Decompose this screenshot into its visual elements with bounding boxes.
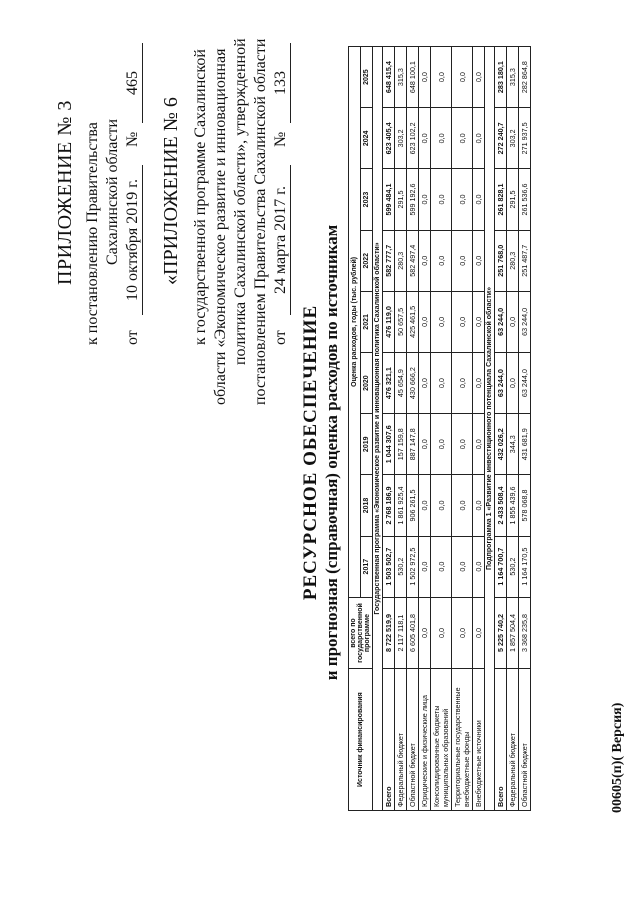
appendix-number-label: № — [124, 131, 141, 147]
value-cell: 906 261,5 — [407, 475, 419, 536]
source-cell: Юридические и физические лица — [419, 669, 431, 811]
value-cell: 530,2 — [395, 536, 407, 597]
annex-line-1: к государственной программе Сахалинской — [192, 49, 209, 345]
appendix-from-label: от — [124, 330, 141, 345]
value-cell: 0,0 — [419, 108, 431, 169]
value-cell: 1 861 925,4 — [395, 475, 407, 536]
section-row — [373, 47, 383, 811]
header-group: Оценка расходов, годы (тыс. рублей) — [349, 47, 361, 598]
value-cell: 0,0 — [431, 47, 452, 108]
value-cell: 272 240,7 — [495, 108, 507, 169]
value-cell: 0,0 — [473, 108, 485, 169]
value-cell: 0,0 — [419, 230, 431, 291]
table-row — [431, 47, 452, 811]
value-cell: 425 461,5 — [407, 291, 419, 352]
value-cell: 0,0 — [473, 169, 485, 230]
value-cell: 0,0 — [431, 230, 452, 291]
appendix-line-region: Сахалинской области — [104, 118, 121, 265]
section-row — [485, 47, 495, 811]
source-cell: Всего — [495, 669, 507, 811]
value-cell: 0,0 — [507, 352, 519, 413]
value-cell: 0,0 — [452, 291, 473, 352]
value-cell: 0,0 — [419, 597, 431, 669]
annex-date: 24 марта 2017 г. — [272, 165, 291, 315]
value-cell: 0,0 — [419, 536, 431, 597]
value-cell: 599 192,6 — [407, 169, 419, 230]
document-title: РЕСУРСНОЕ ОБЕСПЕЧЕНИЕ — [300, 304, 321, 601]
value-cell: 0,0 — [431, 475, 452, 536]
value-cell: 0,0 — [452, 597, 473, 669]
value-cell: 63 244,0 — [495, 352, 507, 413]
source-cell: Федеральный бюджет — [507, 669, 519, 811]
value-cell: 0,0 — [473, 352, 485, 413]
source-cell: Территориальные государственные внебюджетные фонды — [452, 669, 473, 811]
value-cell: 648 100,1 — [407, 47, 419, 108]
value-cell: 303,2 — [507, 108, 519, 169]
value-cell: 0,0 — [473, 414, 485, 475]
value-cell: 430 666,2 — [407, 352, 419, 413]
value-cell: 315,3 — [507, 47, 519, 108]
value-cell: 582 777,7 — [383, 230, 395, 291]
value-cell: 303,2 — [395, 108, 407, 169]
value-cell: 0,0 — [473, 536, 485, 597]
header-total: всего по государственной программе — [349, 597, 373, 669]
value-cell: 0,0 — [431, 169, 452, 230]
value-cell: 6 605 401,8 — [407, 597, 419, 669]
source-cell: Внебюджетные источники — [473, 669, 485, 811]
value-cell: 0,0 — [431, 536, 452, 597]
table-row — [383, 47, 395, 811]
value-cell: 648 415,4 — [383, 47, 395, 108]
value-cell: 280,3 — [507, 230, 519, 291]
value-cell: 1 044 307,6 — [383, 414, 395, 475]
value-cell: 0,0 — [452, 536, 473, 597]
value-cell: 0,0 — [431, 291, 452, 352]
value-cell: 0,0 — [452, 414, 473, 475]
header-year: 2019 — [361, 414, 373, 475]
annex-line-3: политика Сахалинской области», утвержденной — [232, 38, 249, 365]
document-subtitle: и прогнозная (справочная) оценка расходов по источникам — [322, 224, 341, 681]
value-cell: 0,0 — [419, 47, 431, 108]
annex-from-label: от — [272, 330, 289, 345]
value-cell: 0,0 — [507, 291, 519, 352]
value-cell: 315,3 — [395, 47, 407, 108]
value-cell: 8 722 519,9 — [383, 597, 395, 669]
appendix-title: ПРИЛОЖЕНИЕ № 3 — [54, 100, 76, 285]
source-cell: Областной бюджет — [407, 669, 419, 811]
table-row — [507, 47, 519, 811]
footer-code: 00605(п)( Версия) — [610, 702, 625, 813]
value-cell: 157 159,8 — [395, 414, 407, 475]
value-cell: 45 654,9 — [395, 352, 407, 413]
value-cell: 623 102,2 — [407, 108, 419, 169]
value-cell: 1 857 504,4 — [507, 597, 519, 669]
value-cell: 5 225 740,2 — [495, 597, 507, 669]
value-cell: 476 119,0 — [383, 291, 395, 352]
table-row — [407, 47, 419, 811]
value-cell: 63 244,0 — [519, 291, 531, 352]
value-cell: 261 828,1 — [495, 169, 507, 230]
header-year: 2018 — [361, 475, 373, 536]
value-cell: 2 117 118,1 — [395, 597, 407, 669]
source-cell: Консолидированные бюджеты муниципальных образований — [431, 669, 452, 811]
value-cell: 291,5 — [395, 169, 407, 230]
appendix-number: 465 — [124, 43, 143, 123]
header-year: 2021 — [361, 291, 373, 352]
value-cell: 0,0 — [473, 230, 485, 291]
value-cell: 0,0 — [431, 414, 452, 475]
value-cell: 530,2 — [507, 536, 519, 597]
header-source: Источник финансирования — [349, 669, 373, 811]
table-row — [519, 47, 531, 811]
value-cell: 0,0 — [452, 352, 473, 413]
header-year: 2022 — [361, 230, 373, 291]
value-cell: 282 864,8 — [519, 47, 531, 108]
source-cell: Федеральный бюджет — [395, 669, 407, 811]
source-cell: Областной бюджет — [519, 669, 531, 811]
value-cell: 50 657,5 — [395, 291, 407, 352]
table-row — [473, 47, 485, 811]
value-cell: 1 503 502,7 — [383, 536, 395, 597]
value-cell: 2 768 186,9 — [383, 475, 395, 536]
value-cell: 431 681,9 — [519, 414, 531, 475]
annex-number: 133 — [272, 43, 291, 123]
value-cell: 582 497,4 — [407, 230, 419, 291]
source-cell: Всего — [383, 669, 395, 811]
value-cell: 432 026,2 — [495, 414, 507, 475]
appendix-line-resolution: к постановлению Правительства — [84, 122, 101, 345]
value-cell: 887 147,8 — [407, 414, 419, 475]
value-cell: 63 244,0 — [495, 291, 507, 352]
value-cell: 623 405,4 — [383, 108, 395, 169]
value-cell: 0,0 — [419, 352, 431, 413]
value-cell: 0,0 — [419, 169, 431, 230]
section-title: Государственная программа «Экономическое развитие и инновационная политика Сахалинской области» — [373, 47, 383, 811]
section-title: Подпрограмма 1 «Развитие инвестиционного потенциала Сахалинской области» — [485, 47, 495, 811]
value-cell: 251 487,7 — [519, 230, 531, 291]
value-cell: 2 433 508,4 — [495, 475, 507, 536]
header-year: 2020 — [361, 352, 373, 413]
value-cell: 271 937,5 — [519, 108, 531, 169]
annex-line-2: области «Экономическое развитие и инновационная — [212, 48, 229, 405]
value-cell: 291,5 — [507, 169, 519, 230]
value-cell: 476 321,1 — [383, 352, 395, 413]
funding-table — [348, 46, 531, 811]
value-cell: 261 536,6 — [519, 169, 531, 230]
value-cell: 0,0 — [419, 475, 431, 536]
value-cell: 0,0 — [473, 475, 485, 536]
header-year: 2023 — [361, 169, 373, 230]
value-cell: 283 180,1 — [495, 47, 507, 108]
table-row — [395, 47, 407, 811]
annex-number-label: № — [272, 131, 289, 147]
value-cell: 0,0 — [452, 230, 473, 291]
value-cell: 280,3 — [395, 230, 407, 291]
value-cell: 1 502 972,5 — [407, 536, 419, 597]
value-cell: 251 768,0 — [495, 230, 507, 291]
value-cell: 1 855 439,6 — [507, 475, 519, 536]
value-cell: 0,0 — [431, 108, 452, 169]
value-cell: 63 244,0 — [519, 352, 531, 413]
header-year: 2024 — [361, 108, 373, 169]
value-cell: 0,0 — [473, 597, 485, 669]
header-year: 2017 — [361, 536, 373, 597]
value-cell: 599 484,1 — [383, 169, 395, 230]
value-cell: 0,0 — [452, 475, 473, 536]
value-cell: 3 368 235,8 — [519, 597, 531, 669]
value-cell: 1 164 700,7 — [495, 536, 507, 597]
table-body — [373, 47, 531, 811]
value-cell: 0,0 — [431, 597, 452, 669]
value-cell: 0,0 — [452, 108, 473, 169]
value-cell: 1 164 170,5 — [519, 536, 531, 597]
annex-title: «ПРИЛОЖЕНИЕ № 6 — [160, 97, 182, 285]
value-cell: 0,0 — [473, 47, 485, 108]
table-row — [495, 47, 507, 811]
appendix-date: 10 октября 2019 г. — [124, 165, 143, 315]
table-row — [419, 47, 431, 811]
value-cell: 0,0 — [419, 291, 431, 352]
table-row — [452, 47, 473, 811]
annex-line-4: постановлением Правительства Сахалинской области — [252, 38, 269, 405]
value-cell: 0,0 — [473, 291, 485, 352]
value-cell: 0,0 — [452, 169, 473, 230]
value-cell: 0,0 — [431, 352, 452, 413]
value-cell: 0,0 — [419, 414, 431, 475]
value-cell: 578 068,8 — [519, 475, 531, 536]
header-year: 2025 — [361, 47, 373, 108]
value-cell: 0,0 — [452, 47, 473, 108]
value-cell: 344,3 — [507, 414, 519, 475]
